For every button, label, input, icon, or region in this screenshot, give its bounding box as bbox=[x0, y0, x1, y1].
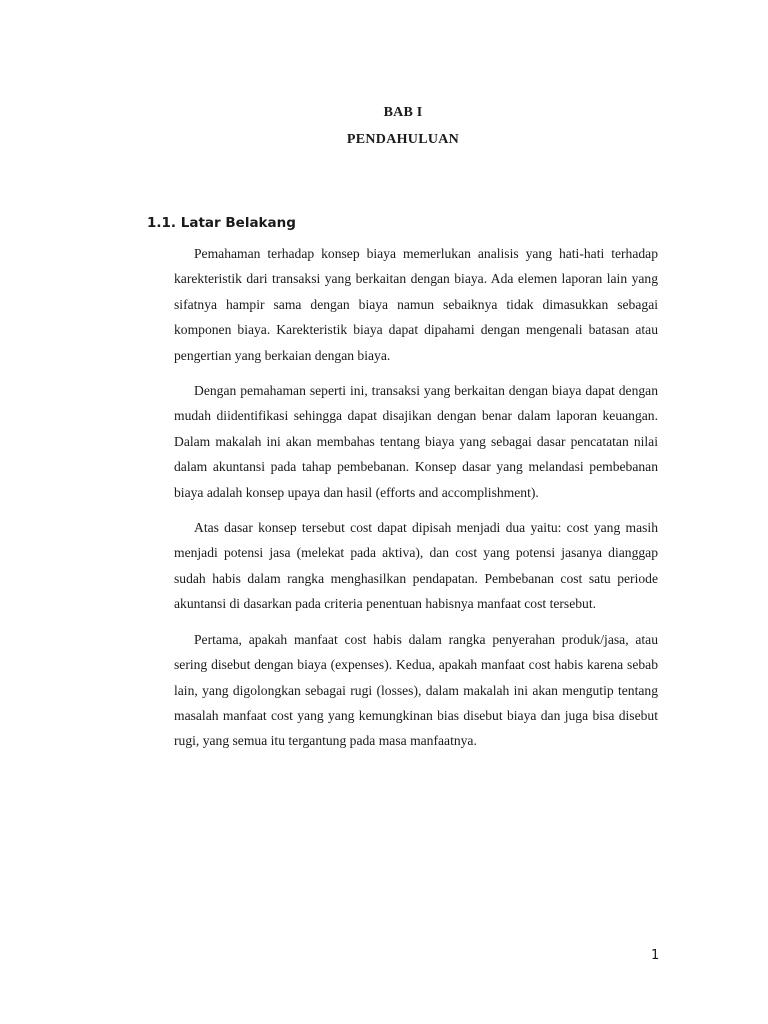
paragraph: Dengan pemahaman seperti ini, transaksi yang berkaitan dengan biaya dapat dengan mudah diidentifikasi sehingga dapat disajikan dengan benar dalam laporan keuangan. Dalam makalah ini akan membahas tentang biaya yang sebagai dasar pencatatan nilai dalam akuntansi pada tahap pembebanan. Konsep dasar yang melandasi pembebanan biaya adalah konsep upaya dan hasil (efforts and accomplishment). bbox=[174, 383, 658, 500]
section-heading: 1.1. Latar Belakang bbox=[147, 215, 296, 231]
paragraph: Pertama, apakah manfaat cost habis dalam rangka penyerahan produk/jasa, atau sering disebut dengan biaya (expenses). Kedua, apakah manfaat cost habis karena sebab lain, yang digolongkan sebagai rugi (losses), dalam makalah ini akan mengutip tentang masalah manfaat cost yang yang kemungkinan bias disebut biaya dan juga bisa disebut rugi, yang semua itu tergantung pada masa manfaatnya. bbox=[174, 631, 658, 749]
paragraph: Atas dasar konsep tersebut cost dapat dipisah menjadi dua yaitu: cost yang masih menjadi potensi jasa (melekat pada aktiva), dan cost yang potensi jasanya dianggap sudah habis dalam rangka menghasilkan pendapatan. Pembebanan cost satu periode akuntansi di dasarkan pada criteria penentuan habisnya manfaat cost tersebut. bbox=[174, 520, 658, 612]
body-text bbox=[174, 241, 658, 764]
paragraph: Pemahaman terhadap konsep biaya memerlukan analisis yang hati-hati terhadap karekteristik dari transaksi yang berkaitan dengan biaya. Ada elemen laporan lain yang sifatnya hampir sama dengan biaya namun sebaiknya tidak dimasukkan sebagai komponen biaya. Karekteristik biaya dapat dipahami dengan mengenali batasan atau pengertian yang berkaian dengan biaya. bbox=[174, 246, 658, 363]
chapter-title: PENDAHULUAN bbox=[346, 132, 460, 147]
chapter-number: BAB I bbox=[383, 105, 423, 120]
page-number: 1 bbox=[651, 948, 660, 963]
